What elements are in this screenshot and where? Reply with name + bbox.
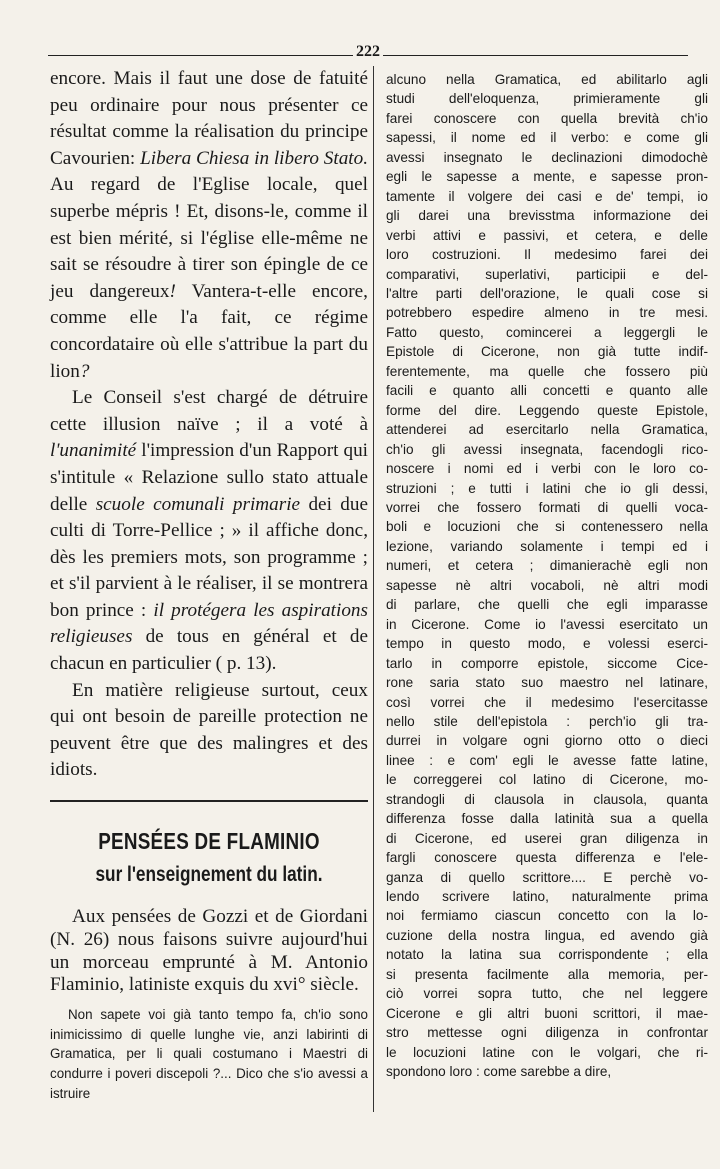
text-line: farei conoscere con quella brevità ch'io [386, 110, 708, 126]
text-line: si presenta facilmente alla memoria, per- [386, 966, 708, 982]
text-line: comparativi, superlativi, participii e del- [386, 266, 708, 282]
text-line: spondono loro : come sarebbe a dire, [386, 1064, 612, 1080]
text-line: gli darei una brevisstma informazione dei [386, 208, 708, 224]
text-line: le correggerei col latino di Cicerone, mo- [386, 772, 708, 788]
text-line: Cicerone e gli altri buoni scrittori, il mae- [386, 1005, 708, 1021]
italian-excerpt-start: Non sapete voi già tanto tempo fa, ch'io sono inimicissimo di quelle lunghe vie, anzi labirinti di Gramatica, per li quali costumano i Maestri di condurre i poveri discepoli ?... Dico che s'io avessi a istruire [50, 1007, 368, 1101]
text-line: le locuzioni latine con le volgari, che ri- [386, 1044, 708, 1060]
text-line: sapesse nè altri vocaboli, nè altri modi [386, 577, 708, 593]
text-line: verbi attivi e passivi, et cetera, e delle [386, 227, 708, 243]
text-line: durrei in volgare ogni giorno otto o dieci [386, 733, 708, 749]
text-line: boli e locuzioni che si contenessero nella [386, 519, 708, 535]
text-line: cuzione della nostra lingua, ed avendo già [386, 927, 708, 943]
text-line: notato la latina sua corrispondente ; ella [386, 947, 708, 963]
text-line: di parlare, che quelli che egli imparasse [386, 597, 708, 613]
section-title: PENSÉES DE FLAMINIO [98, 828, 320, 855]
text-line: alcuno nella Gramatica, ed abilitarlo agli [386, 72, 708, 87]
text-line: struzioni ; e tutti i latini che io gli dessi, [386, 480, 708, 496]
text-line: sapessi, il nome ed il verbo: e come gli [386, 130, 708, 146]
text-line: ferentemente, ma quelle che fossero più [386, 363, 708, 379]
page-number: 222 [48, 42, 688, 62]
text-line: numeri, et cetera ; dimanierachè egli non [386, 558, 708, 574]
section-divider [50, 800, 368, 802]
text-line: potrebbero espedire almeno in tre mesi. [386, 305, 708, 321]
text-line: facili e quanto alli concetti e quanto alle [386, 383, 708, 399]
page-header [48, 38, 688, 64]
text-line: Epistole di Cicerone, non già tutte indif- [386, 344, 708, 360]
text-line: differenza fosse dalla latinità sua a quella [386, 811, 708, 827]
text-line: ganza di quello scrittore.... E perchè vo- [386, 869, 708, 885]
text-line: attenderei ad esercitarlo nella Gramatica, [386, 422, 708, 438]
text-line: di Cicerone, ed userei gran diligenza in [386, 830, 708, 846]
paragraph-cavour: encore. Mais il faut une dose de fatuité peu ordinaire pour nous présenter ce résultat comme la réalisation du principe Cavourien: Libera Chiesa in libero Stato. Au regard de l'Eglise locale, quel superbe mépris ! Et, disons-le, comme il est bien mérité, si l'église elle-même ne sait se résoudre à tirer son épingle de ce jeu dangereux! Vantera-t-elle encore, comme elle l'a fait, ce régime concordataire où elle s'attribue la part du lion? [50, 68, 369, 382]
text-line: linee : e com' egli le avesse fatte latine, [386, 752, 708, 768]
paragraph-religieuse: En matière religieuse surtout, ceux qui ont besoin de pareille protection ne peuvent être que des malingres et des idiots. [50, 679, 368, 781]
text-line: tamente il volgere dei casi e de' tempi, io [386, 188, 708, 204]
column-divider [373, 66, 374, 1112]
text-line: strandogli di clausola in clausola, quanta [386, 791, 708, 807]
italian-excerpt-continued [386, 70, 708, 1082]
text-line: l'altre parti dell'orazione, le quali cose si [386, 285, 708, 301]
left-column [50, 66, 368, 1103]
text-line: così vorrei che il medesimo l'esercitasse [386, 694, 708, 710]
text-line: fargli conoscere questa differenza e l'ele- [386, 850, 708, 866]
text-line: studi dell'eloquenza, primieramente gli [386, 91, 708, 107]
text-line: egli le sapesse a mente, e sapesse pron- [386, 169, 708, 185]
text-line: tempo in questo modo, e volessi eserci- [386, 636, 708, 652]
text-line: lendo scrivere latino, naturalmente prima [386, 889, 708, 905]
intro-paragraph: Aux pensées de Gozzi et de Giordani (N. 26) nous faisons suivre aujourd'hui un morceau emprunté à M. Antonio Flaminio, latiniste exquis du xvi° siècle. [50, 906, 368, 996]
section-subtitle: sur l'enseignement du latin. [95, 863, 323, 887]
text-line: forme del dire. Leggendo queste Epistole, [386, 402, 708, 418]
text-line: Fatto questo, comincerei a leggergli le [386, 324, 708, 340]
text-line: lezione, variando solamente i tempi ed i [386, 538, 708, 554]
text-line: vorrei che fossero formati di quelli voca- [386, 499, 708, 515]
text-line: loro costruzioni. Il medesimo farei dei [386, 247, 708, 263]
text-line: stro mettesse ogni diligenza in confrontar [386, 1025, 708, 1041]
text-line: tarlo in comporre epistole, siccome Cice- [386, 655, 708, 671]
text-line: noscere i nomi ed i verbi con le loro co- [386, 461, 708, 477]
text-line: ciò vorrei sopra tutto, che nel leggere [386, 986, 708, 1002]
right-column [386, 70, 708, 1082]
text-line: ch'io gli avessi insegnata, facendogli rico- [386, 441, 708, 457]
paragraph-conseil: Le Conseil s'est chargé de détruire cette illusion naïve ; il a voté à l'unanimité l'impression d'un Rapport qui s'intitule « Relazione sullo stato attuale delle scuole comunali primarie dei due culti di Torre-Pellice ; » il affiche donc, dès les premiers mots, son programme ; et s'il parvient à le réaliser, il se montrera bon prince : il protégera les aspirations religieuses de tous en général et de chacun en particulier ( p. 13). [50, 387, 368, 675]
text-line: avessi insegnato le declinazioni dimodochè [386, 149, 708, 165]
text-line: in Cicerone. Come io l'avessi esercitato un [386, 616, 708, 632]
text-line: noi fermiamo ciascun concetto con la lo- [386, 908, 708, 924]
text-line: nello stile dell'epistola : perch'io gli tra- [386, 713, 708, 729]
text-line: rone saria stato suo maestro nel latinare, [386, 675, 708, 691]
